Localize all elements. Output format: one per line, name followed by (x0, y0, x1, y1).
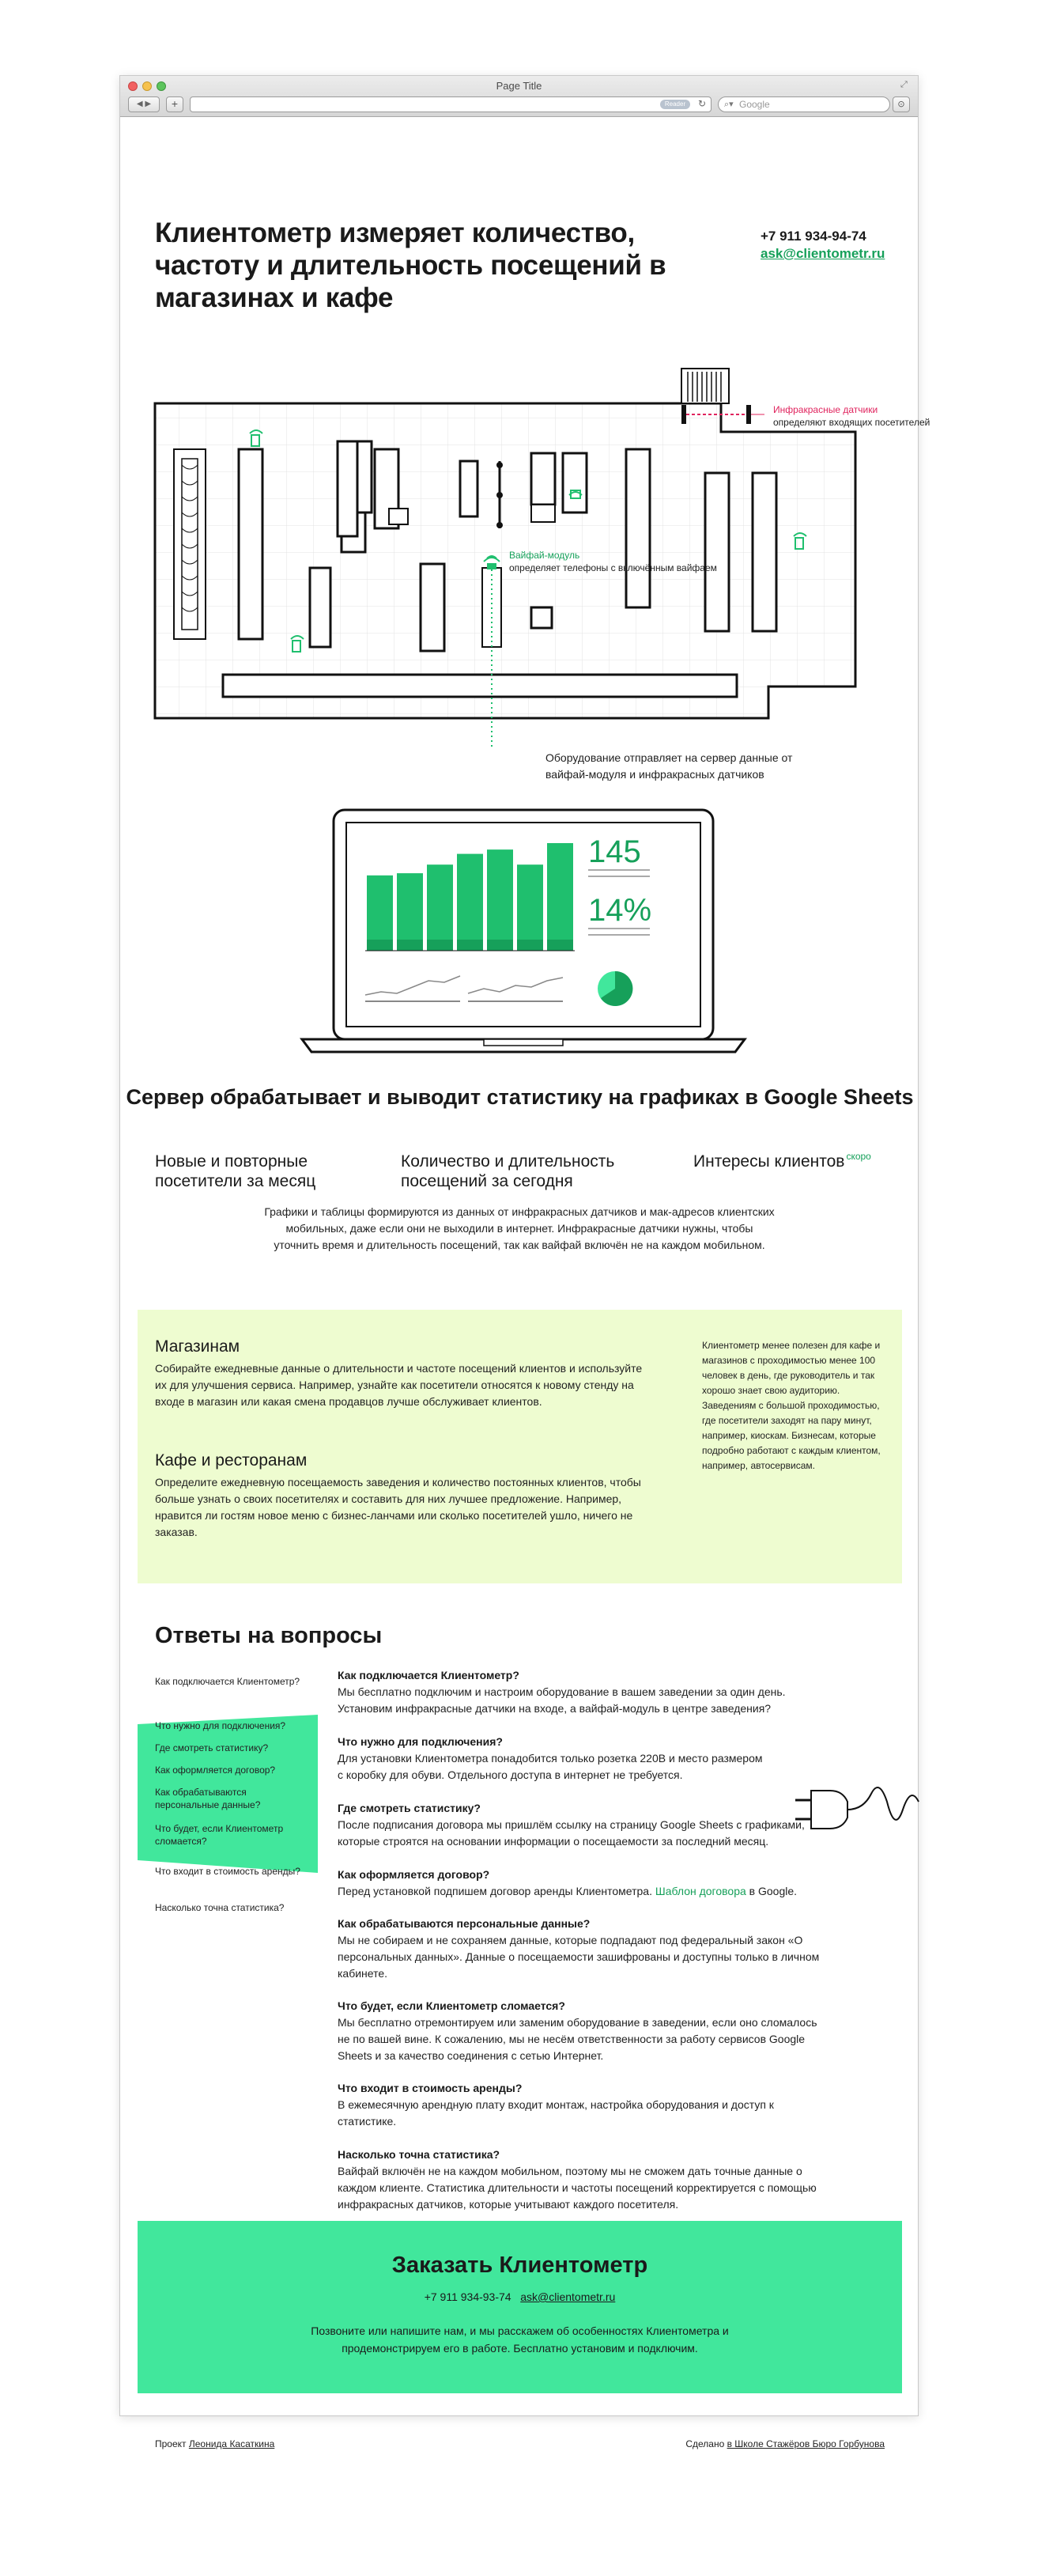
faq-nav-item[interactable]: Насколько точна статистика? (155, 1902, 285, 1913)
faq-item (338, 1800, 828, 1850)
infrared-sensor-left (681, 405, 686, 424)
faq-nav-item[interactable]: Что будет, если Клиентометр сломается? (155, 1823, 284, 1847)
bar-3 (427, 864, 453, 951)
faq-answer: В ежемесячную арендную плату входит монтаж, настройка оборудования и доступ к статистике. (338, 2098, 774, 2128)
bar-base-4 (457, 940, 483, 951)
stat-visitors: 145 (588, 834, 641, 869)
search-placeholder: Google (739, 99, 770, 110)
faq-item (338, 2147, 828, 2213)
floor-plan-illustration (152, 283, 930, 758)
bar-6 (517, 864, 543, 951)
footer-project-label: Проект (155, 2438, 187, 2449)
bar-base-2 (397, 940, 423, 951)
power-plug-icon (792, 1778, 927, 1841)
faq-question: Что нужно для подключения? (338, 1735, 503, 1748)
bar-1 (367, 876, 393, 951)
cafe-text: Определите ежедневную посещаемость заведения и количество постоянных клиентов, чтобы больше узнать о своих посетителях и составить для них лучшее предложение. Например, нравится ли гостям новое меню с бизнес-ланчами или сколько посетителей ушло, ничего не заказав. (155, 1476, 641, 1538)
feature-new-visitors: Новые и повторные посетители за месяц (155, 1152, 316, 1190)
footer-author-link[interactable]: Леонида Касаткина (188, 2438, 275, 2449)
address-bar[interactable] (190, 96, 712, 112)
new-tab-button[interactable]: + (166, 96, 183, 112)
footer-made-label: Сделано (685, 2438, 725, 2449)
cafe-title: Кафе и ресторанам (155, 1451, 308, 1470)
feature-visit-duration: Количество и длительность посещений за сегодня (401, 1152, 615, 1190)
faq-question: Насколько точна статистика? (338, 2148, 500, 2161)
feature-interests-label: Интересы клиентов (693, 1152, 845, 1171)
faq-nav-item[interactable]: Что нужно для подключения? (155, 1720, 286, 1731)
order-description (138, 2322, 902, 2357)
soon-badge: скоро (846, 1151, 871, 1162)
order-contacts (138, 2290, 902, 2303)
bar-base-5 (487, 940, 513, 951)
fullscreen-icon[interactable]: ⤢ (900, 80, 908, 89)
bar-4 (457, 854, 483, 951)
faq-item (338, 1867, 828, 1900)
faq-answer: Мы не собираем и не сохраняем данные, которые подпадают под федеральный закон «О персональных данных». Данные о посещаемости зашифрованы и доступны только в личном кабинете. (338, 1934, 820, 1980)
server-title: Сервер обрабатывает и выводит статистику на графиках в Google Sheets (126, 1085, 914, 1109)
page-content (120, 117, 930, 2449)
faq-question: Как оформляется договор? (338, 1868, 490, 1881)
back-forward-buttons[interactable]: ◀ ▶ (128, 96, 160, 112)
hero-contacts (761, 228, 885, 263)
bar-base-1 (367, 940, 393, 951)
faq-question: Как подключается Клиентометр? (338, 1669, 519, 1681)
footer-made (685, 2438, 885, 2449)
downloads-icon[interactable]: ⊙ (893, 96, 910, 112)
use-cases-block (138, 1310, 902, 1583)
footer-school-link[interactable]: в Школе Стажёров Бюро Горбунова (727, 2438, 885, 2449)
bar-2 (397, 873, 423, 951)
faq-answer: Мы бесплатно отремонтируем или заменим оборудование в заведении, если оно сломалось не по вашей вине. К сожалению, мы не несём ответственности за работу сервисов Google Sheets и за качество соединения с сетью Интернет. (338, 2016, 817, 2062)
faq-answer: Для установки Клиентометра понадобится только розетка 220В и место размером с коробку для обуви. Отдельного доступа в интернет не требуется. (338, 1752, 763, 1781)
server-description: Графики и таблицы формируются из данных от инфракрасных датчиков и мак-адресов клиентских мобильных, даже если они не выходили в интернет. Инфракрасные датчики нужны, чтобы уточнить время и длительность посещений, так как вайфай включён не на каждом мобильном. (264, 1205, 775, 1251)
faq-nav-item[interactable]: Как оформляется договор? (155, 1765, 276, 1776)
hero-email-link[interactable]: ask@clientometr.ru (761, 246, 885, 261)
faq-nav-item[interactable]: Как подключается Клиентометр? (155, 1676, 300, 1687)
faq-question: Что входит в стоимость аренды? (338, 2082, 523, 2094)
faq-title: Ответы на вопросы (155, 1623, 383, 1648)
infrared-label-desc: определяют входящих посетителей (773, 417, 930, 428)
faq-item (338, 2080, 828, 2130)
footer-project (155, 2438, 274, 2449)
infrared-sensor-right (746, 405, 751, 424)
laptop-illustration (302, 805, 745, 1058)
faq-nav-item[interactable]: Как обрабатываются персональные данные? (155, 1787, 261, 1810)
shops-title: Магазинам (155, 1337, 240, 1356)
reader-button[interactable]: Reader (660, 100, 690, 109)
wifi-label-title: Вайфай-модуль (509, 550, 580, 561)
bar-base-7 (547, 940, 573, 951)
faq-item (338, 1734, 828, 1784)
faq-nav-item[interactable]: Где смотреть статистику? (155, 1742, 269, 1753)
search-input[interactable] (718, 96, 890, 112)
side-note: Клиентометр менее полезен для кафе и магазинов с проходимостью менее 100 человек в день, где руководитель и так хорошо знает свою аудиторию. Заведениям с большой проходимостью, где посетители заходят на пару минут, например, киоскам. Бизнесам, которые подробно работают с каждым клиентом, например, автосервисам. (702, 1340, 881, 1471)
wifi-label-desc: определяет телефоны с включённым вайфаем (509, 562, 717, 573)
order-email-link[interactable]: ask@clientometr.ru (520, 2290, 616, 2303)
reload-icon[interactable]: ↻ (697, 98, 706, 109)
faq-nav (138, 1667, 327, 2047)
order-desc-text: Позвоните или напишите нам, и мы расскажем об особенностях Клиентометра и продемонстрируем его в работе. Бесплатно установим и подключим. (311, 2324, 729, 2355)
bar-base-6 (517, 940, 543, 951)
faq-item (338, 1667, 828, 1717)
browser-titlebar (120, 76, 918, 117)
hero-phone[interactable]: +7 911 934-94-74 (761, 229, 866, 244)
faq-item (338, 1916, 828, 1982)
faq-answer: После подписания договора мы пришлём ссылку на страницу Google Sheets с графиками, которые строятся на основании информации о посещаемости за последний месяц. (338, 1818, 805, 1848)
faq-answer: Мы бесплатно подключим и настроим оборудование в вашем заведении за один день. Установим инфракрасные датчики на входе, а вайфай-модуль в центре заведения? (338, 1685, 786, 1715)
faq-question: Как обрабатываются персональные данные? (338, 1917, 591, 1930)
order-phone[interactable]: +7 911 934-93-74 (424, 2290, 511, 2303)
faq-answer (338, 1883, 828, 1900)
contract-template-link[interactable]: Шаблон договора (655, 1885, 746, 1897)
order-block (138, 2221, 902, 2393)
shops-text: Собирайте ежедневные данные о длительности и частоте посещений клиентов и используйте их для улучшения сервиса. Например, узнайте как посетители относятся к новому стенду на входе в магазин или какая смена продавцов лучше обслуживает клиентов. (155, 1362, 643, 1408)
bar-base-3 (427, 940, 453, 951)
window-title: Page Title (496, 80, 542, 92)
bar-7 (547, 843, 573, 951)
faq-answer-text: Перед установкой подпишем договор аренды Клиентометра. (338, 1885, 655, 1897)
faq-question: Где смотреть статистику? (338, 1802, 481, 1814)
feature-interests (693, 1152, 899, 1171)
faq-item (338, 1998, 828, 2064)
stat-percent: 14% (588, 893, 652, 928)
order-title: Заказать Клиентометр (391, 2253, 648, 2278)
server-note: Оборудование отправляет на сервер данные от вайфай-модуля и инфракрасных датчиков (545, 751, 793, 781)
faq-answer: Вайфай включён не на каждом мобильном, поэтому мы не сможем дать точные данные о каждом клиенте. Статистика длительности и частоты посещений корректируется с помощью инфракрасных датчиков, которые учитывают каждого посетителя. (338, 2165, 817, 2211)
search-icon: ⌕▾ (724, 100, 734, 109)
browser-window (119, 75, 930, 2449)
hero-title: Клиентометр измеряет количество, частоту и длительность посещений в магазинах и кафе (155, 218, 666, 313)
faq-answer-text: в Google. (745, 1885, 798, 1897)
bar-5 (487, 849, 513, 951)
faq-question: Что будет, если Клиентометр сломается? (338, 1999, 565, 2012)
faq-nav-item[interactable]: Что входит в стоимость аренды? (155, 1866, 300, 1877)
infrared-label-title: Инфракрасные датчики (773, 404, 878, 415)
